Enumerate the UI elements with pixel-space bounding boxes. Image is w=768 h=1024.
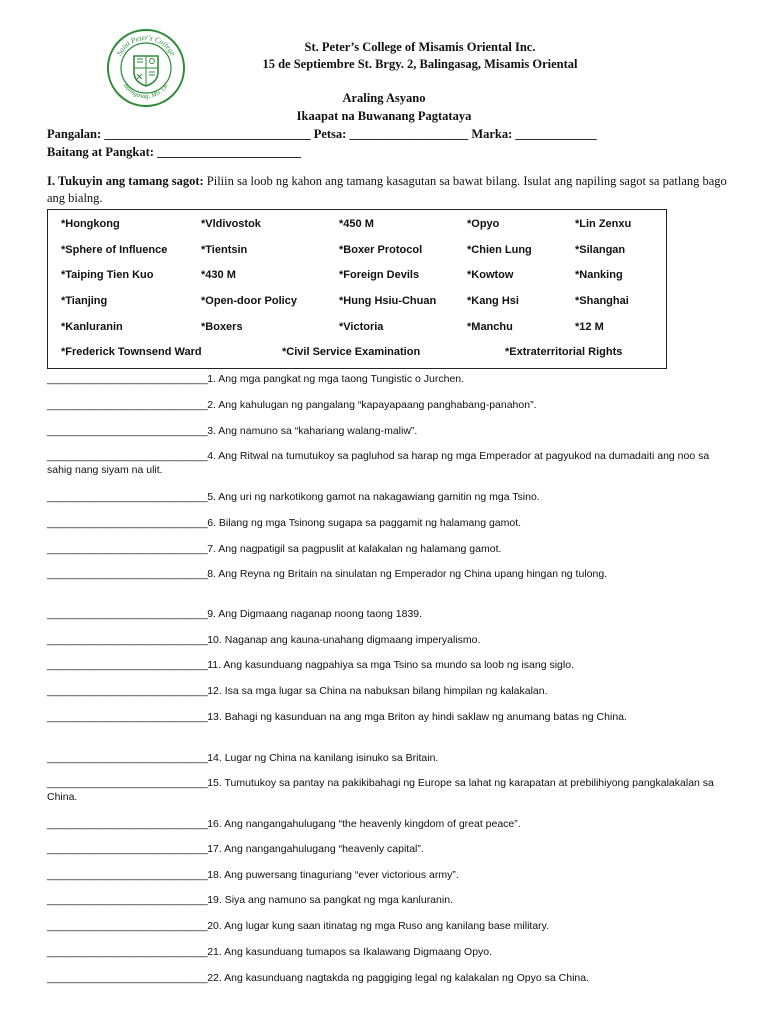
question-text: 18. Ang puwersang tinaguriang “ever victorious army”. <box>207 869 459 881</box>
choice-item: *Taiping Tien Kuo <box>61 269 154 281</box>
choice-item: *Tientsin <box>201 244 248 256</box>
section-blank[interactable]: _______________________ <box>157 145 301 159</box>
question-item <box>47 633 727 647</box>
answer-blank[interactable]: ______________________________ <box>47 373 208 385</box>
answer-blank[interactable]: ______________________________ <box>47 608 208 620</box>
choice-item: *12 M <box>575 321 604 333</box>
choice-item: *Boxer Protocol <box>339 244 423 256</box>
question-text: 20. Ang lugar kung saan itinatag ng mga Ruso ang kanilang base military. <box>207 920 550 932</box>
choice-item: *Kanluranin <box>61 321 123 333</box>
seal-text-bottom: Balingasag, Mis. Or. <box>121 82 171 101</box>
question-item <box>47 751 727 765</box>
choice-item: *Open-door Policy <box>201 295 297 307</box>
question-item <box>47 490 727 504</box>
choice-item: *Lin Zenxu <box>575 218 632 230</box>
school-name: St. Peter’s College of Misamis Oriental Inc. <box>304 40 536 54</box>
exam-title: Ikaapat na Buwanang Pagtataya <box>296 109 472 123</box>
question-item <box>47 817 727 831</box>
answer-blank[interactable]: ______________________________ <box>47 777 208 789</box>
question-item <box>47 776 727 804</box>
question-text: 16. Ang nangangahulugang “the heavenly kingdom of great peace”. <box>207 818 521 830</box>
school-address: 15 de Septiembre St. Brgy. 2, Balingasag, Misamis Oriental <box>262 57 578 71</box>
choice-item: *430 M <box>201 269 236 281</box>
answer-blank[interactable]: ______________________________ <box>47 568 208 580</box>
date-label: Petsa: <box>313 127 347 141</box>
question-text: 3. Ang namuno sa “kahariang walang-maliw”. <box>207 425 418 437</box>
question-text: 17. Ang nangangahulugang “heavenly capital”. <box>207 843 424 855</box>
question-item <box>47 971 727 985</box>
question-text: 11. Ang kasunduang nagpahiya sa mga Tsino sa mundo sa loob ng isang siglo. <box>207 659 574 671</box>
choice-item: *Kang Hsi <box>467 295 519 307</box>
choice-item: *Sphere of Influence <box>61 244 168 256</box>
answer-blank[interactable]: ______________________________ <box>47 491 208 503</box>
score-blank[interactable]: _____________ <box>515 127 597 141</box>
question-item <box>47 607 727 621</box>
question-item <box>47 567 727 581</box>
choice-item: *Shanghai <box>575 295 629 307</box>
answer-blank[interactable]: ______________________________ <box>47 972 208 984</box>
choice-item: *Chien Lung <box>467 244 532 256</box>
date-blank[interactable]: ___________________ <box>349 127 469 141</box>
question-text: 5. Ang uri ng narkotikong gamot na nakagawiang gamitin ng mga Tsino. <box>207 491 540 503</box>
choice-item: *Boxers <box>201 321 243 333</box>
answer-blank[interactable]: ______________________________ <box>47 634 208 646</box>
seal-text-top: Saint Peter's College <box>114 32 178 58</box>
choice-item: *Nanking <box>575 269 623 281</box>
choice-item: *Tianjing <box>61 295 108 307</box>
answer-blank[interactable]: ______________________________ <box>47 946 208 958</box>
choice-item: *Frederick Townsend Ward <box>61 346 202 358</box>
question-item <box>47 893 727 907</box>
answer-blank[interactable]: ______________________________ <box>47 711 208 723</box>
instructions-text: Piliin sa loob ng kahon ang tamang kasagutan sa bawat bilang. Isulat ang napiling sagot sa patlang bago ang bialng. <box>47 174 727 205</box>
answer-blank[interactable]: ______________________________ <box>47 920 208 932</box>
answer-blank[interactable]: ______________________________ <box>47 659 208 671</box>
answer-blank[interactable]: ______________________________ <box>47 399 208 411</box>
question-item <box>47 372 727 386</box>
subject-title: Araling Asyano <box>342 91 426 105</box>
choice-item: *450 M <box>339 218 374 230</box>
question-text: 21. Ang kasunduang tumapos sa Ikalawang Digmaang Opyo. <box>207 946 493 958</box>
answer-blank[interactable]: ______________________________ <box>47 685 208 697</box>
question-text: 8. Ang Reyna ng Britain na sinulatan ng Emperador ng China upang hingan ng tulong. <box>207 568 608 580</box>
choice-item: *Victoria <box>339 321 384 333</box>
question-item <box>47 424 727 438</box>
section-info-row <box>47 145 301 160</box>
question-item <box>47 449 727 477</box>
answer-blank[interactable]: ______________________________ <box>47 869 208 881</box>
name-label: Pangalan: <box>47 127 102 141</box>
instructions <box>47 173 727 207</box>
choice-item: *Silangan <box>575 244 626 256</box>
score-label: Marka: <box>471 127 513 141</box>
question-item <box>47 710 727 724</box>
choice-item: *Vldivostok <box>201 218 261 230</box>
choice-item: *Hongkong <box>61 218 120 230</box>
name-blank[interactable]: _________________________________ <box>104 127 311 141</box>
question-text: 2. Ang kahulugan ng pangalang “kapayapaang panghabang-panahon”. <box>207 399 537 411</box>
question-item <box>47 684 727 698</box>
choice-item: *Opyo <box>467 218 500 230</box>
question-item <box>47 398 727 412</box>
question-item <box>47 919 727 933</box>
question-text: 13. Bahagi ng kasunduan na ang mga Briton ay hindi saklaw ng anumang batas ng China. <box>207 711 627 723</box>
choices-box <box>47 209 667 369</box>
choice-item: *Extraterritorial Rights <box>505 346 623 358</box>
question-item <box>47 542 727 556</box>
question-text: 1. Ang mga pangkat ng mga taong Tungistic o Jurchen. <box>207 373 465 385</box>
instructions-heading: I. Tukuyin ang tamang sagot: <box>47 174 204 188</box>
answer-blank[interactable]: ______________________________ <box>47 843 208 855</box>
answer-blank[interactable]: ______________________________ <box>47 818 208 830</box>
question-text: 6. Bilang ng mga Tsinong sugapa sa paggamit ng halamang gamot. <box>207 517 522 529</box>
question-text: 9. Ang Digmaang naganap noong taong 1839. <box>207 608 423 620</box>
answer-blank[interactable]: ______________________________ <box>47 894 208 906</box>
choice-item: *Manchu <box>467 321 513 333</box>
answer-blank[interactable]: ______________________________ <box>47 450 208 462</box>
answer-blank[interactable]: ______________________________ <box>47 517 208 529</box>
choice-item: *Foreign Devils <box>339 269 420 281</box>
choice-item: *Civil Service Examination <box>282 346 421 358</box>
question-item <box>47 658 727 672</box>
choice-item: *Hung Hsiu-Chuan <box>339 295 437 307</box>
question-text: 15. Tumutukoy sa pantay na pakikibahagi ng Europe sa lahat ng karapatan at prebilihiyong pangkalakalan sa China. <box>47 777 714 803</box>
student-info-row <box>47 127 597 142</box>
answer-blank[interactable]: ______________________________ <box>47 752 208 764</box>
question-text: 14. Lugar ng China na kanilang isinuko sa Britain. <box>207 752 439 764</box>
question-text: 19. Siya ang namuno sa pangkat ng mga kanluranin. <box>207 894 453 906</box>
question-item <box>47 842 727 856</box>
question-item <box>47 516 727 530</box>
question-text: 7. Ang nagpatigil sa pagpuslit at kalakalan ng halamang gamot. <box>207 543 502 555</box>
question-text: 22. Ang kasunduang nagtakda ng paggiging legal ng kalakalan ng Opyo sa China. <box>207 972 589 984</box>
answer-blank[interactable]: ______________________________ <box>47 425 208 437</box>
question-item <box>47 868 727 882</box>
choice-item: *Kowtow <box>467 269 514 281</box>
question-text: 4. Ang Ritwal na tumutukoy sa pagluhod sa harap ng mga Emperador at pagyukod na dumadaiti ang noo sa sahig nang siyam na ulit. <box>47 450 710 476</box>
question-text: 12. Isa sa mga lugar sa China na nabuksan bilang himpilan ng kalakalan. <box>207 685 548 697</box>
section-label: Baitang at Pangkat: <box>47 145 154 159</box>
answer-blank[interactable]: ______________________________ <box>47 543 208 555</box>
question-item <box>47 945 727 959</box>
question-text: 10. Naganap ang kauna-unahang digmaang imperyalismo. <box>207 634 481 646</box>
